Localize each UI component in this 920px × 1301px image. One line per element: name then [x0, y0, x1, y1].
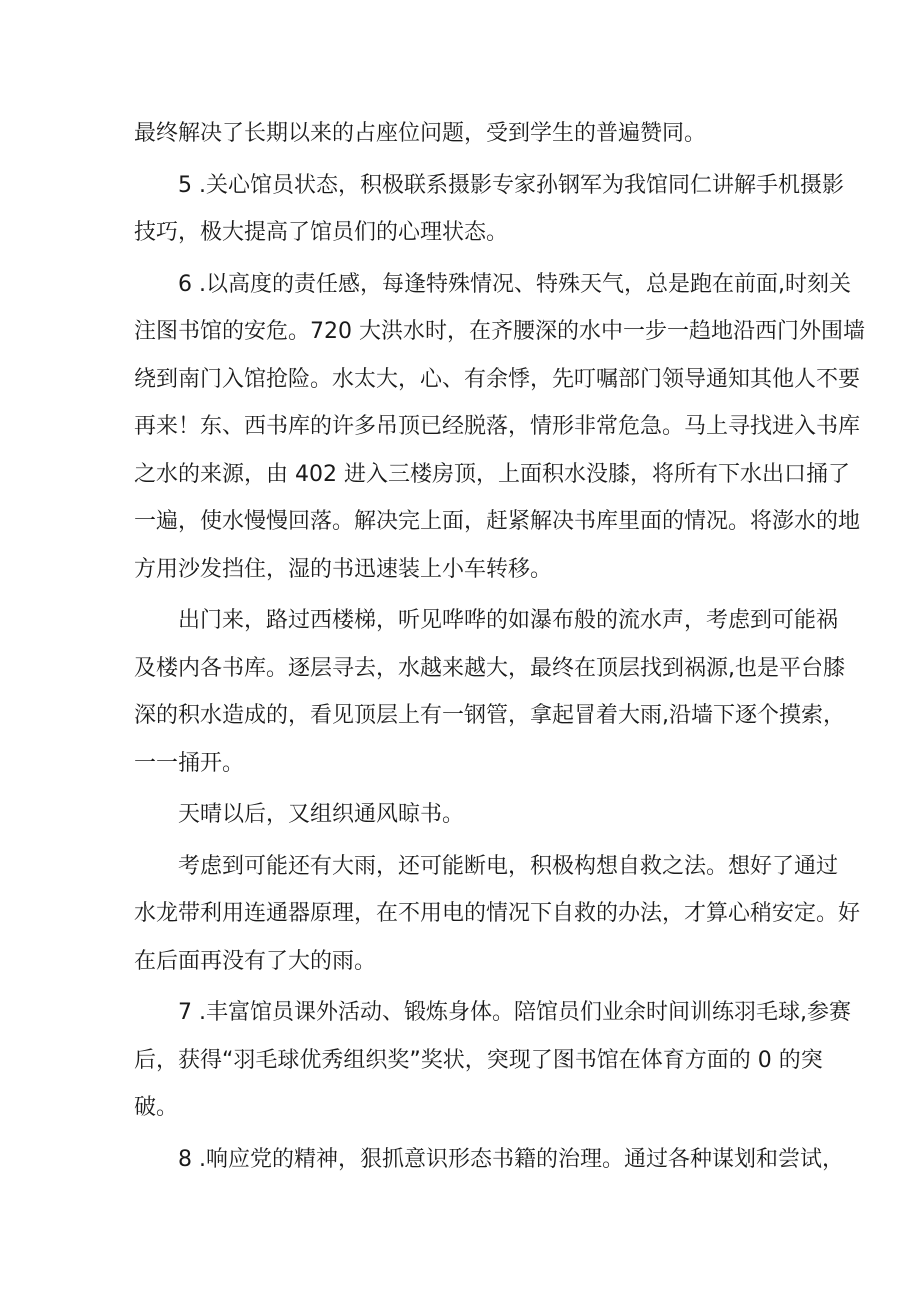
- text-line: 一一捅开。: [134, 750, 245, 776]
- paragraph-item-7: [134, 989, 851, 1132]
- text-line: 6 .以高度的责任感，每逢特殊情况、特殊天气，总是跑在前面,时刻关: [178, 271, 851, 297]
- text-line: 注图书馆的安危。720 大洪水时，在齐腰深的水中一步一趋地沿西门外围墙: [134, 319, 865, 344]
- text-line: 绕到南门入馆抢险。水太大，心、有余悸，先叮嘱部门领导通知其他人不要: [134, 366, 861, 392]
- text-line: 后，获得“羽毛球优秀组织奖”奖状，突现了图书馆在体育方面的 0 的突: [134, 1047, 823, 1073]
- text-line: 破。: [134, 1095, 179, 1120]
- text-line: 8 .响应党的精神，狠抓意识形态书籍的治理。通过各种谋划和尝试，: [178, 1146, 844, 1172]
- text-line: 之水的来源，由 402 进入三楼房顶，上面积水没膝，将所有下水出口捅了: [134, 461, 850, 487]
- text-line: 出门来，路过西楼梯，听见哗哗的如瀑布般的流水声，考虑到可能祸: [178, 608, 839, 633]
- text-line: 一遍，使水慢慢回落。解决完上面，赶紧解决书库里面的情况。将澎水的地: [134, 509, 861, 534]
- text-line: 技巧，极大提高了馆员们的心理状态。: [134, 220, 509, 245]
- text-line: 及楼内各书库。逐层寻去，水越来越大，最终在顶层找到祸源,也是平台膝: [134, 655, 845, 681]
- paragraph-item-8: [134, 1136, 844, 1184]
- text-line: 深的积水造成的，看见顶层上有一钢管，拿起冒着大雨,沿墙下逐个摸索，: [134, 703, 845, 728]
- paragraph-flood-followup: [134, 597, 845, 787]
- text-line: 方用沙发挡住，湿的书迅速装上小车转移。: [134, 556, 553, 582]
- paragraph-self-rescue: [134, 843, 861, 986]
- text-line: 在后面再没有了大的雨。: [134, 948, 377, 974]
- text-line: 水龙带利用连通器原理，在不用电的情况下自救的办法，才算心稍安定。好: [134, 901, 861, 926]
- paragraph-item-6: [134, 261, 865, 594]
- paragraph-continued: [134, 110, 792, 158]
- text-line: 最终解决了长期以来的占座位问题，受到学生的普遍赞同。: [134, 121, 707, 146]
- text-line: 天晴以后，又组织通风晾书。: [178, 802, 465, 827]
- text-line: 考虑到可能还有大雨，还可能断电，积极构想自救之法。想好了通过: [178, 853, 839, 879]
- paragraph-dry-books: [134, 791, 792, 839]
- text-line: 5 .关心馆员状态，积极联系摄影专家孙钢军为我馆同仁讲解手机摄影: [178, 172, 844, 198]
- text-line: 7 .丰富馆员课外活动、锻炼身体。陪馆员们业余时间训练羽毛球,参赛: [178, 1000, 851, 1025]
- text-line: 再来！东、西书库的许多吊顶已经脱落，情形非常危急。马上寻找进入书库: [134, 414, 861, 439]
- paragraph-item-5: [134, 162, 844, 257]
